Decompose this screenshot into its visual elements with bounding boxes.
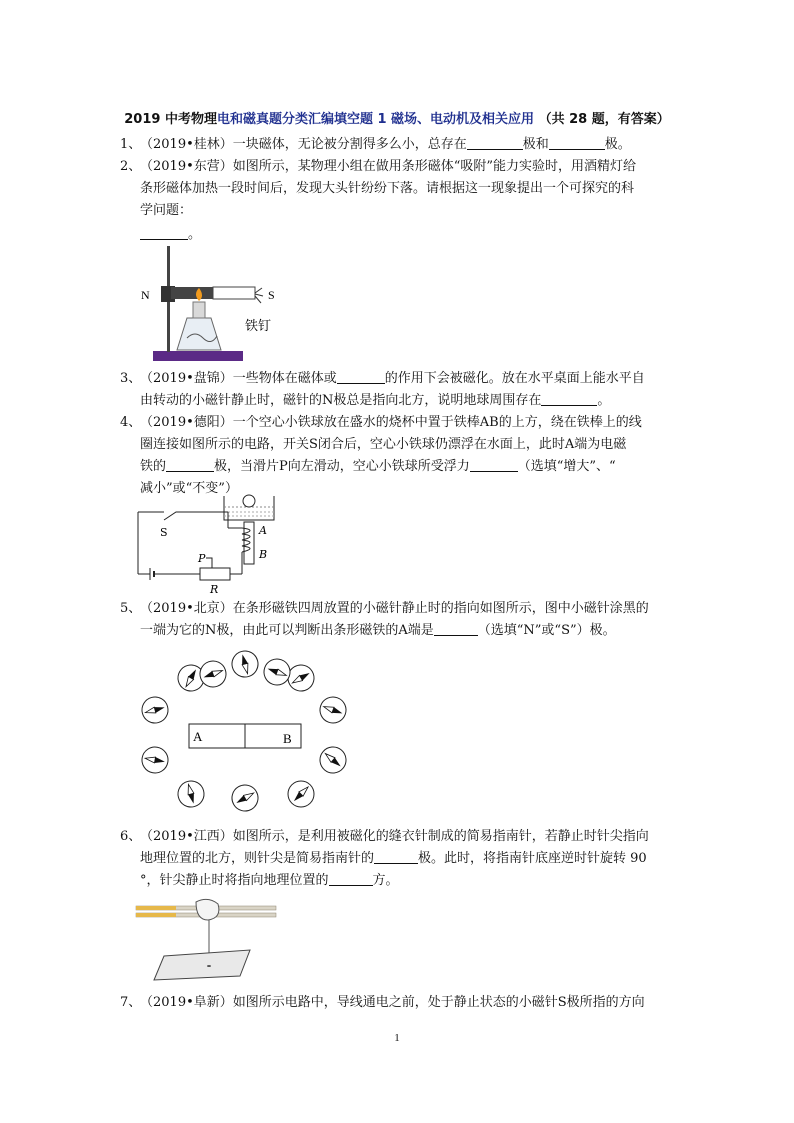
question-text: 如图所示，是利用被磁化的缝衣针制成的简易指南针，若静止时针尖指向 — [232, 829, 649, 844]
label-b: B — [259, 548, 268, 561]
question-text: 极，当滑片P向左滑动，空心小铁球所受浮力 — [214, 459, 470, 474]
question-text: 铁的 — [140, 459, 167, 474]
compass — [140, 745, 170, 775]
iron-ball — [243, 495, 255, 507]
label-s: S — [268, 288, 275, 302]
question-text: 一个空心小铁球放在盛水的烧杯中置于铁棒AB的上方，绕在铁棒上的线 — [232, 415, 642, 430]
question-text: 由转动的小磁针静止时，磁针的N极总是指向北方，说明地球周围存在 — [140, 393, 542, 408]
question-text: （选填“增大”、“ — [517, 459, 616, 474]
label-p: P — [198, 552, 206, 565]
question-text: 极。此时，将指南针底座逆时针旋转 90 — [418, 851, 647, 866]
pin — [255, 288, 262, 293]
question-number: 1、 — [120, 137, 142, 152]
question-text: 条形磁体加热一段时间后，发现大头针纷纷下落。请根据这一现象提出一个可探究的科 — [140, 181, 635, 196]
question-6 — [120, 826, 680, 892]
question-text: 一端为它的N极，由此可以判断出条形磁铁的A端是 — [140, 623, 434, 638]
question-source: （2019•北京） — [140, 601, 233, 616]
question-3 — [120, 368, 680, 412]
compass-magnet-figure — [135, 648, 355, 816]
label-b: B — [283, 731, 292, 746]
answer-blank — [549, 135, 605, 150]
switch — [164, 512, 228, 520]
question-text: 地理位置的北方，则针尖是简易指南针的 — [140, 851, 375, 866]
question-2 — [120, 156, 680, 246]
stand-base — [153, 351, 243, 361]
question-text: （选填“N”或“S”）极。 — [477, 623, 616, 638]
question-text: 极。 — [604, 137, 631, 152]
label-r: R — [210, 583, 219, 595]
compass — [229, 648, 261, 680]
lamp-wick — [193, 302, 205, 318]
question-4 — [120, 412, 680, 500]
answer-blank — [467, 135, 523, 150]
compass — [139, 694, 171, 726]
question-source: （2019•桂林） — [140, 137, 233, 152]
question-source: （2019•德阳） — [140, 415, 233, 430]
question-text: 极和 — [522, 137, 549, 152]
question-text: 一块磁体，无论被分割得多么小，总存在 — [232, 137, 467, 152]
question-text: 在条形磁铁四周放置的小磁针静止时的指向如图所示，图中小磁针涂黑的 — [232, 601, 649, 616]
label-s: S — [160, 526, 168, 539]
slider — [206, 558, 212, 568]
rheostat — [200, 568, 230, 580]
electromagnet-circuit-figure — [128, 490, 288, 595]
label-nail: 铁钉 — [245, 319, 272, 334]
question-text: 一些物体在磁体或 — [232, 371, 337, 386]
question-source: （2019•江西） — [140, 829, 233, 844]
question-source: （2019•阜新） — [140, 995, 233, 1010]
answer-blank — [374, 849, 418, 864]
compass — [315, 742, 352, 779]
question-text: 的作用下会被磁化。放在水平桌面上能水平自 — [384, 371, 645, 386]
pin — [255, 296, 261, 303]
question-text: °，针尖静止时将指向地理位置的 — [140, 873, 329, 888]
base-board — [154, 950, 250, 980]
question-number: 6、 — [120, 829, 142, 844]
question-number: 5、 — [120, 601, 142, 616]
question-text: 圈连接如图所示的电路，开关S闭合后，空心小铁球仍漂浮在水面上，此时A端为电磁 — [140, 437, 627, 452]
needle-eye — [136, 906, 176, 910]
answer-blank — [434, 621, 478, 636]
question-number: 7、 — [120, 995, 142, 1010]
alcohol-lamp — [177, 318, 221, 350]
question-text: 如图所示电路中，导线通电之前，处于静止状态的小磁针S极所指的方向 — [232, 995, 645, 1010]
question-source: （2019•东营） — [140, 159, 233, 174]
compass — [227, 780, 263, 816]
label-a: A — [259, 524, 267, 537]
page-number: 1 — [394, 1032, 400, 1044]
question-text: 。 — [188, 227, 202, 242]
question-number: 2、 — [120, 159, 142, 174]
answer-blank — [329, 871, 373, 886]
answer-blank — [470, 457, 518, 472]
question-number: 4、 — [120, 415, 142, 430]
compass — [316, 693, 349, 726]
page-title — [0, 108, 794, 127]
title-part3: （共 28 题，有答案） — [538, 112, 670, 127]
answer-blank — [541, 391, 597, 406]
question-text: 方。 — [372, 873, 399, 888]
question-1 — [120, 134, 680, 156]
title-part2: 电和磁真题分类汇编填空题 1 磁场、电动机及相关应用 — [216, 112, 535, 127]
compass — [175, 778, 207, 810]
question-source: （2019•盘锦） — [140, 371, 233, 386]
question-text: 减小”或“不变”） — [140, 481, 238, 496]
compass — [260, 655, 293, 688]
question-text: 。 — [597, 393, 611, 408]
needle-compass-figure — [130, 892, 280, 984]
compass — [283, 776, 320, 813]
label-a: A — [193, 729, 203, 744]
question-number: 3、 — [120, 371, 142, 386]
question-text: 学问题： — [140, 203, 193, 218]
magnet-s-half — [213, 287, 255, 299]
magnet-n-half — [171, 287, 213, 299]
question-text: 如图所示，某物理小组在做用条形磁体“吸附”能力实验时，用酒精灯给 — [232, 159, 637, 174]
answer-blank — [166, 457, 214, 472]
question-5 — [120, 598, 680, 642]
label-n: N — [141, 288, 150, 302]
title-part1: 2019 中考物理 — [124, 112, 217, 127]
magnet-heating-figure — [135, 238, 295, 368]
magnet-b-half — [245, 724, 301, 748]
answer-blank — [337, 369, 385, 384]
pin — [255, 294, 263, 296]
paper-holder — [196, 899, 219, 920]
question-7 — [120, 992, 680, 1014]
